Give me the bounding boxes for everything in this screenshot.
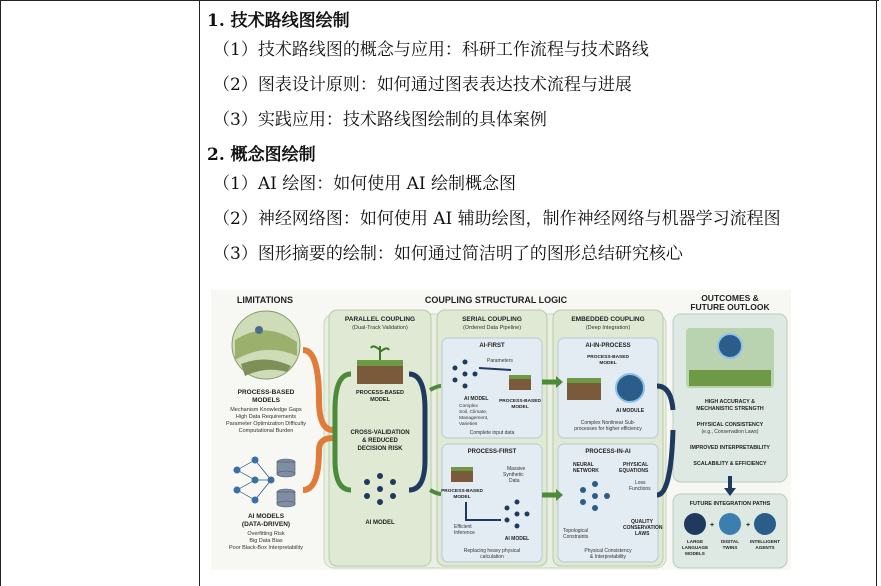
svg-text:MODELS: MODELS bbox=[685, 551, 705, 556]
list-item: （3）实践应用：技术路线图绘制的具体案例 bbox=[213, 110, 547, 130]
svg-text:TWINS: TWINS bbox=[722, 545, 738, 550]
section-heading-2: 2. 概念图绘制 bbox=[207, 145, 316, 165]
svg-text:AGENTS: AGENTS bbox=[755, 545, 775, 550]
svg-text:Synthetic: Synthetic bbox=[503, 472, 524, 478]
svg-text:NEURAL: NEURAL bbox=[573, 462, 594, 468]
future-title: FUTURE INTEGRATION PATHS bbox=[689, 501, 771, 507]
process-first-box bbox=[442, 444, 542, 562]
process-note: High Data Requirements bbox=[235, 414, 297, 420]
svg-text:PROCESS-BASED: PROCESS-BASED bbox=[587, 355, 629, 360]
table-column-divider bbox=[199, 0, 200, 586]
svg-text:+: + bbox=[709, 522, 715, 529]
svg-text:MECHANISTIC STRENGTH: MECHANISTIC STRENGTH bbox=[696, 406, 764, 412]
svg-text:Functions: Functions bbox=[629, 486, 651, 492]
embedded-title: EMBEDDED COUPLING bbox=[571, 316, 645, 323]
svg-text:Constraints: Constraints bbox=[563, 534, 589, 540]
svg-text:PHYSICAL: PHYSICAL bbox=[623, 462, 649, 468]
process-note: Mechanism Knowledge Gaps bbox=[230, 407, 302, 413]
section-heading-1: 1. 技术路线图绘制 bbox=[207, 11, 350, 31]
serial-title: SERIAL COUPLING bbox=[462, 316, 522, 323]
ai-first-note: Complete input data bbox=[469, 430, 515, 436]
soil-block-icon bbox=[357, 364, 403, 384]
ai-module-icon bbox=[616, 374, 644, 402]
svg-text:Varieties: Varieties bbox=[459, 422, 478, 427]
outcome-item: PHYSICAL CONSISTENCY bbox=[696, 422, 764, 428]
embedded-subtitle: (Deep Integration) bbox=[585, 325, 631, 331]
coupling-title: COUPLING STRUCTURAL LOGIC bbox=[424, 295, 568, 305]
svg-text:EQUATIONS: EQUATIONS bbox=[619, 468, 649, 474]
svg-text:QUALITY: QUALITY bbox=[631, 519, 653, 525]
outcomes-title: OUTCOMES & FUTURE OUTLOOK bbox=[690, 293, 770, 312]
svg-text:Data: Data bbox=[509, 478, 520, 484]
ai-note: Big Data Bias bbox=[249, 538, 283, 544]
svg-text:AI MODEL: AI MODEL bbox=[464, 396, 489, 402]
svg-text:Inference: Inference bbox=[454, 530, 475, 536]
svg-text:+: + bbox=[745, 522, 751, 529]
svg-text:CONSERVATION: CONSERVATION bbox=[623, 525, 663, 531]
svg-text:HIGH ACCURACY &: HIGH ACCURACY & bbox=[704, 399, 756, 405]
table-border-right bbox=[876, 0, 877, 586]
svg-text:Massive: Massive bbox=[507, 466, 526, 472]
svg-text:& REDUCED: & REDUCED bbox=[362, 438, 398, 444]
process-first-title: PROCESS-FIRST bbox=[467, 449, 517, 455]
parameters-label: Parameters bbox=[487, 358, 513, 364]
list-item: （1）技术路线图的概念与应用：科研工作流程与技术路线 bbox=[213, 40, 649, 60]
svg-text:MODEL: MODEL bbox=[511, 405, 529, 410]
graphical-abstract-figure bbox=[211, 290, 791, 570]
outcome-item: (e.g., Conservation Laws) bbox=[701, 429, 759, 435]
parallel-ai-label: AI MODEL bbox=[365, 520, 395, 526]
ai-in-process-title: AI-IN-PROCESS bbox=[585, 343, 631, 349]
svg-text:NETWORK: NETWORK bbox=[573, 468, 599, 474]
ai-note: Overfitting Risk bbox=[247, 531, 285, 537]
svg-text:MODEL: MODEL bbox=[370, 397, 390, 403]
svg-text:Topological: Topological bbox=[563, 528, 589, 534]
svg-text:Management,: Management, bbox=[459, 416, 489, 421]
svg-text:Efficient: Efficient bbox=[454, 524, 472, 530]
svg-text:DECISION RISK: DECISION RISK bbox=[357, 446, 403, 452]
svg-text:calculation: calculation bbox=[480, 554, 504, 560]
svg-text:PROCESS-BASED: PROCESS-BASED bbox=[499, 399, 541, 404]
svg-text:PROCESS-BASED: PROCESS-BASED bbox=[356, 390, 404, 396]
outcome-item: IMPROVED INTERPRETABILITY bbox=[690, 445, 770, 451]
svg-text:Soil, Climate,: Soil, Climate, bbox=[459, 410, 488, 415]
svg-text:CROSS-VALIDATION: CROSS-VALIDATION bbox=[350, 430, 410, 436]
content-cell bbox=[207, 6, 872, 277]
svg-text:MODEL: MODEL bbox=[599, 361, 617, 366]
list-item: （1）AI 绘图：如何使用 AI 绘制概念图 bbox=[213, 174, 517, 194]
process-note: Computational Burden bbox=[238, 428, 294, 434]
parallel-title: PARALLEL COUPLING bbox=[344, 316, 416, 323]
svg-text:Complex Nonlinear Sub-: Complex Nonlinear Sub- bbox=[580, 420, 636, 426]
svg-text:(DATA-DRIVEN): (DATA-DRIVEN) bbox=[241, 521, 291, 528]
svg-text:LARGE: LARGE bbox=[686, 539, 704, 544]
llm-icon bbox=[684, 513, 706, 535]
process-note: Parameter Optimization Difficulty bbox=[226, 421, 306, 427]
list-item: （2）神经网络图：如何使用 AI 辅助绘图，制作神经网络与机器学习流程图 bbox=[213, 209, 781, 229]
svg-text:Physical Consistency: Physical Consistency bbox=[584, 548, 632, 554]
serial-subtitle: (Ordered Data Pipeline) bbox=[462, 325, 522, 331]
svg-text:Loss: Loss bbox=[635, 480, 646, 486]
agent-icon bbox=[754, 513, 776, 535]
svg-text:& Interpretability: & Interpretability bbox=[589, 554, 627, 560]
svg-text:PROCESS-BASED: PROCESS-BASED bbox=[441, 489, 483, 494]
digital-twin-icon bbox=[719, 513, 741, 535]
list-item: （3）图形摘要的绘制：如何通过简洁明了的图形总结研究核心 bbox=[213, 244, 683, 264]
svg-text:MODELS: MODELS bbox=[252, 397, 280, 404]
svg-text:Replacing heavy physical: Replacing heavy physical bbox=[463, 548, 521, 554]
table-border-left bbox=[0, 0, 1, 586]
svg-text:MODEL: MODEL bbox=[453, 495, 471, 500]
ai-first-title: AI-FIRST bbox=[479, 343, 505, 349]
outcome-item: SCALABILITY & EFFICIENCY bbox=[693, 461, 767, 467]
ai-note: Poor Black-Box Interpretability bbox=[229, 545, 303, 551]
process-models-title: PROCESS-BASED bbox=[237, 389, 295, 396]
svg-text:LAWS: LAWS bbox=[635, 531, 650, 537]
parallel-subtitle: (Dual-Track Validation) bbox=[352, 325, 408, 331]
svg-text:INTELLIGENT: INTELLIGENT bbox=[749, 539, 781, 544]
limitations-title: LIMITATIONS bbox=[236, 295, 294, 305]
ai-models-title: AI MODELS bbox=[247, 513, 285, 520]
svg-text:processes for higher efficienc: processes for higher efficiency bbox=[574, 426, 642, 432]
svg-text:AI MODEL: AI MODEL bbox=[504, 536, 530, 542]
process-in-ai-title: PROCESS-IN-AI bbox=[585, 449, 631, 455]
svg-text:DIGITAL: DIGITAL bbox=[720, 539, 740, 544]
ai-module-label: AI MODULE bbox=[615, 408, 645, 414]
svg-text:Complex: Complex bbox=[459, 404, 478, 409]
svg-text:LANGUAGE: LANGUAGE bbox=[681, 545, 709, 550]
database-icon bbox=[277, 459, 295, 507]
list-item: （2）图表设计原则：如何通过图表表达技术流程与进展 bbox=[213, 75, 632, 95]
